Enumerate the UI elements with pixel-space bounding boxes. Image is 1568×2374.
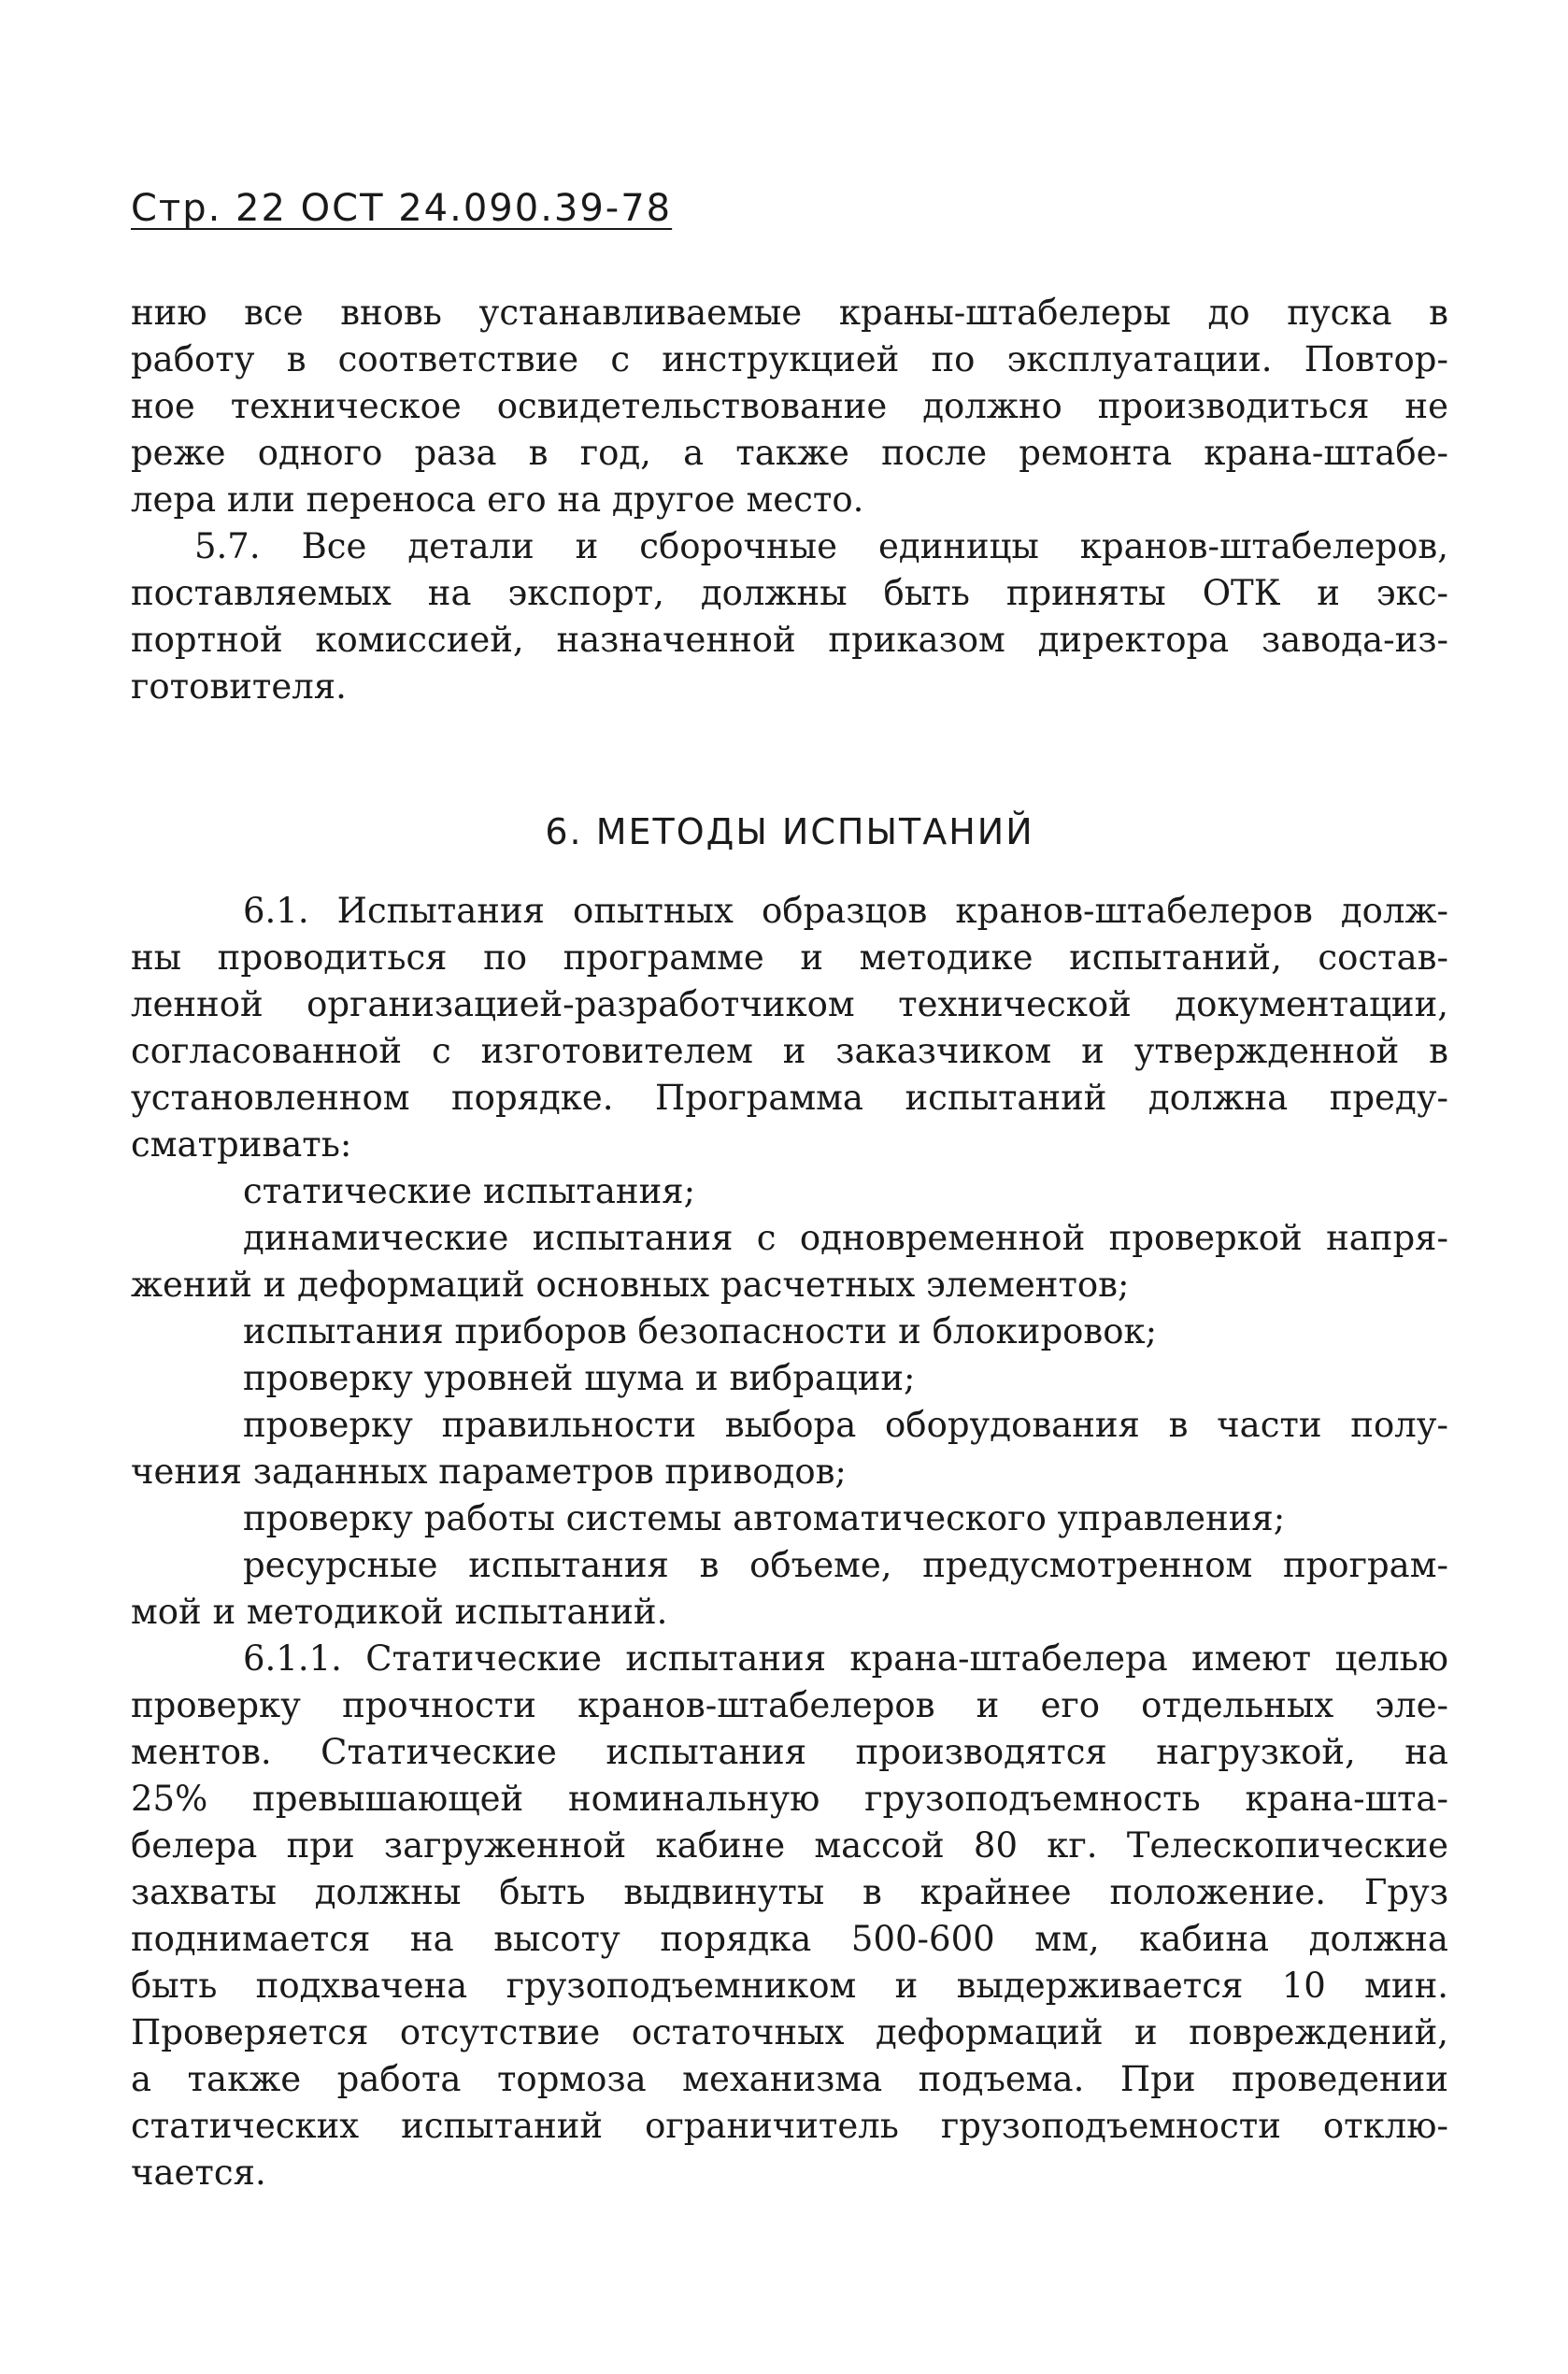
list-item: динамические испытания с одновременной проверкой напря-: [243, 1218, 1448, 1258]
text-line: 6.1. Испытания опытных образцов кранов-штабелеров долж-: [243, 891, 1448, 931]
list-item: проверку работы системы автоматического управления;: [243, 1498, 1286, 1538]
text-line: мой и методикой испытаний.: [131, 1592, 668, 1632]
text-line: быть подхвачена грузоподъемником и выдерживается 10 мин.: [131, 1966, 1448, 2006]
text-line: готовителя.: [131, 666, 347, 707]
text-line: реже одного раза в год, а также после ремонта крана-штабе-: [131, 433, 1448, 473]
text-line: нию все вновь устанавливаемые краны-штабелеры до пуска в: [131, 293, 1448, 333]
text-line: белера при загруженной кабине массой 80 кг. Телескопические: [131, 1825, 1448, 1866]
page-header: Стр. 22 ОСТ 24.090.39-78: [131, 187, 673, 230]
text-line: поднимается на высоту порядка 500-600 мм, кабина должна: [131, 1919, 1448, 1959]
text-line: чения заданных параметров приводов;: [131, 1452, 847, 1492]
list-item: проверку правильности выбора оборудования в части полу-: [243, 1405, 1448, 1445]
text-line: 5.7. Все детали и сборочные единицы кранов-штабелеров,: [194, 526, 1448, 566]
list-item: ресурсные испытания в объеме, предусмотренном програм-: [243, 1545, 1448, 1585]
paragraph-block-2: [131, 888, 1448, 2196]
text-line: статических испытаний ограничитель грузоподъемности отклю-: [131, 2106, 1448, 2146]
section-heading: 6. МЕТОДЫ ИСПЫТАНИЙ: [545, 811, 1034, 852]
text-line: ментов. Статические испытания производятся нагрузкой, на: [131, 1732, 1448, 1772]
text-line: ны проводиться по программе и методике испытаний, состав-: [131, 937, 1448, 978]
text-line: согласованной с изготовителем и заказчиком и утвержденной в: [131, 1031, 1448, 1071]
text-line: 25% превышающей номинальную грузоподъемность крана-шта-: [131, 1779, 1448, 1819]
text-line: портной комиссией, назначенной приказом директора завода-из-: [131, 620, 1448, 660]
text-line: ленной организацией-разработчиком технической документации,: [131, 984, 1448, 1024]
text-line: установленном порядке. Программа испытаний должна преду-: [131, 1078, 1448, 1118]
text-line: сматривать:: [131, 1124, 352, 1165]
text-line: работу в соответствие с инструкцией по эксплуатации. Повтор-: [131, 339, 1448, 379]
list-item: статические испытания;: [243, 1171, 696, 1211]
text-line: чается.: [131, 2152, 266, 2193]
text-line: проверку прочности кранов-штабелеров и его отдельных эле-: [131, 1685, 1448, 1725]
text-line: поставляемых на экспорт, должны быть приняты ОТК и экс-: [131, 573, 1448, 613]
list-item: проверку уровней шума и вибрации;: [243, 1358, 916, 1398]
text-line: ное техническое освидетельствование должно производиться не: [131, 386, 1448, 426]
text-line: 6.1.1. Статические испытания крана-штабелера имеют целью: [243, 1638, 1448, 1679]
text-line: захваты должны быть выдвинуты в крайнее положение. Груз: [131, 1872, 1448, 1912]
text-line: Проверяется отсутствие остаточных деформаций и повреждений,: [131, 2012, 1448, 2052]
text-line: лера или переноса его на другое место.: [131, 479, 864, 520]
list-item: испытания приборов безопасности и блокировок;: [243, 1311, 1158, 1351]
text-line: жений и деформаций основных расчетных элементов;: [131, 1265, 1130, 1305]
text-line: а также работа тормоза механизма подъема. При проведении: [131, 2059, 1448, 2099]
paragraph-block-1: [131, 290, 1448, 710]
